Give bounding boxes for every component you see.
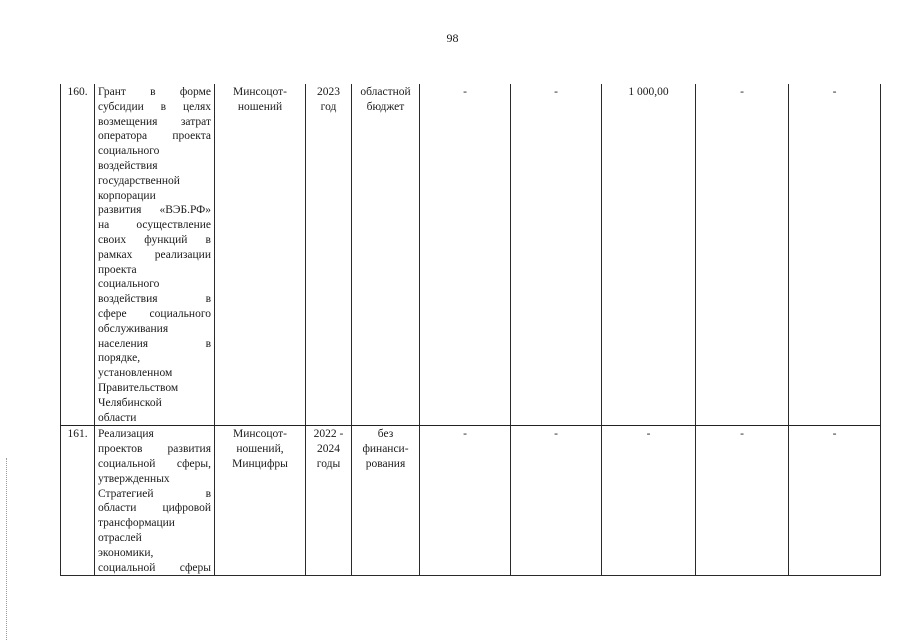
row-number: 161. — [61, 426, 95, 576]
measure-name-line: порядке, — [98, 352, 141, 365]
measure-name-line: Правительством — [98, 381, 179, 394]
implementation-period — [306, 84, 352, 426]
table-row — [61, 426, 881, 576]
measure-name-line: проектов развития — [98, 443, 211, 456]
amount-cell: - — [511, 426, 602, 576]
measure-name-line: на осуществление — [98, 219, 211, 232]
funding-source-line: рования — [365, 457, 406, 470]
measure-name-line: Реализация — [98, 428, 154, 441]
amount-cell: - — [602, 426, 696, 576]
executor-line: Минсоцот- — [233, 86, 287, 98]
measure-name-line: корпорации — [98, 189, 156, 202]
measure-name-line: экономики, — [98, 546, 154, 559]
amount-cell: - — [789, 84, 881, 426]
period-line: годы — [316, 457, 341, 470]
measure-name-line: рамках реализации — [98, 248, 211, 261]
measure-name-line: своих функций в — [98, 233, 211, 246]
implementation-period — [306, 426, 352, 576]
amount-cell: - — [420, 84, 511, 426]
table-row — [61, 84, 881, 426]
period-line: год — [320, 100, 337, 113]
period-line: 2023 — [317, 86, 340, 98]
measure-name-line: социальной сферы — [98, 561, 211, 574]
funding-source — [352, 84, 420, 426]
scan-edge-mark — [6, 458, 7, 640]
funding-source-line: без — [377, 428, 394, 441]
measure-name-line: воздействия в — [98, 293, 211, 306]
measure-name-line: возмещения затрат — [98, 115, 211, 128]
row-number: 160. — [61, 84, 95, 426]
measure-name-line: Грант в форме — [98, 86, 211, 98]
measure-name-line: Стратегией в — [98, 487, 211, 500]
measure-name-line: области — [98, 411, 137, 424]
measure-name-line: государственной — [98, 174, 180, 187]
measure-name — [95, 84, 215, 426]
executor-line: Минцифры — [232, 457, 288, 470]
measure-name-line: развития «ВЭБ.РФ» — [98, 204, 211, 217]
measure-name-line: трансформации — [98, 517, 175, 530]
measure-name-line: социальной сферы, — [98, 457, 211, 470]
funding-source-line: областной — [360, 86, 411, 98]
measure-name-line: социального — [98, 278, 160, 291]
funding-source — [352, 426, 420, 576]
measure-name-line: социального — [98, 145, 160, 158]
executor — [215, 84, 306, 426]
executor — [215, 426, 306, 576]
measure-name-line: установленном — [98, 367, 173, 380]
measure-name-line: области цифровой — [98, 502, 211, 515]
budget-table — [60, 84, 881, 576]
amount-cell: 1 000,00 — [602, 84, 696, 426]
amount-cell: - — [420, 426, 511, 576]
amount-cell: - — [696, 426, 789, 576]
executor-line: ношений — [237, 100, 283, 113]
measure-name-line: сфере социального — [98, 307, 211, 320]
executor-line: Минсоцот- — [233, 428, 287, 441]
measure-name-line: Челябинской — [98, 396, 162, 409]
executor-line: ношений, — [236, 443, 284, 456]
measure-name-line: проекта — [98, 263, 137, 276]
period-line: 2022 - — [313, 428, 344, 441]
measure-name-line: обслуживания — [98, 322, 169, 335]
amount-cell: - — [696, 84, 789, 426]
amount-cell: - — [789, 426, 881, 576]
page-number: 98 — [446, 31, 459, 45]
amount-cell: - — [511, 84, 602, 426]
measure-name-line: утвержденных — [98, 472, 170, 485]
funding-source-line: финанси- — [362, 443, 409, 456]
measure-name-line: субсидии в целях — [98, 100, 211, 113]
period-line: 2024 — [317, 443, 340, 456]
measure-name — [95, 426, 215, 576]
measure-name-line: населения в — [98, 337, 211, 350]
measure-name-line: отраслей — [98, 531, 142, 544]
measure-name-line: оператора проекта — [98, 130, 211, 143]
funding-source-line: бюджет — [366, 100, 405, 113]
measure-name-line: воздействия — [98, 159, 158, 172]
